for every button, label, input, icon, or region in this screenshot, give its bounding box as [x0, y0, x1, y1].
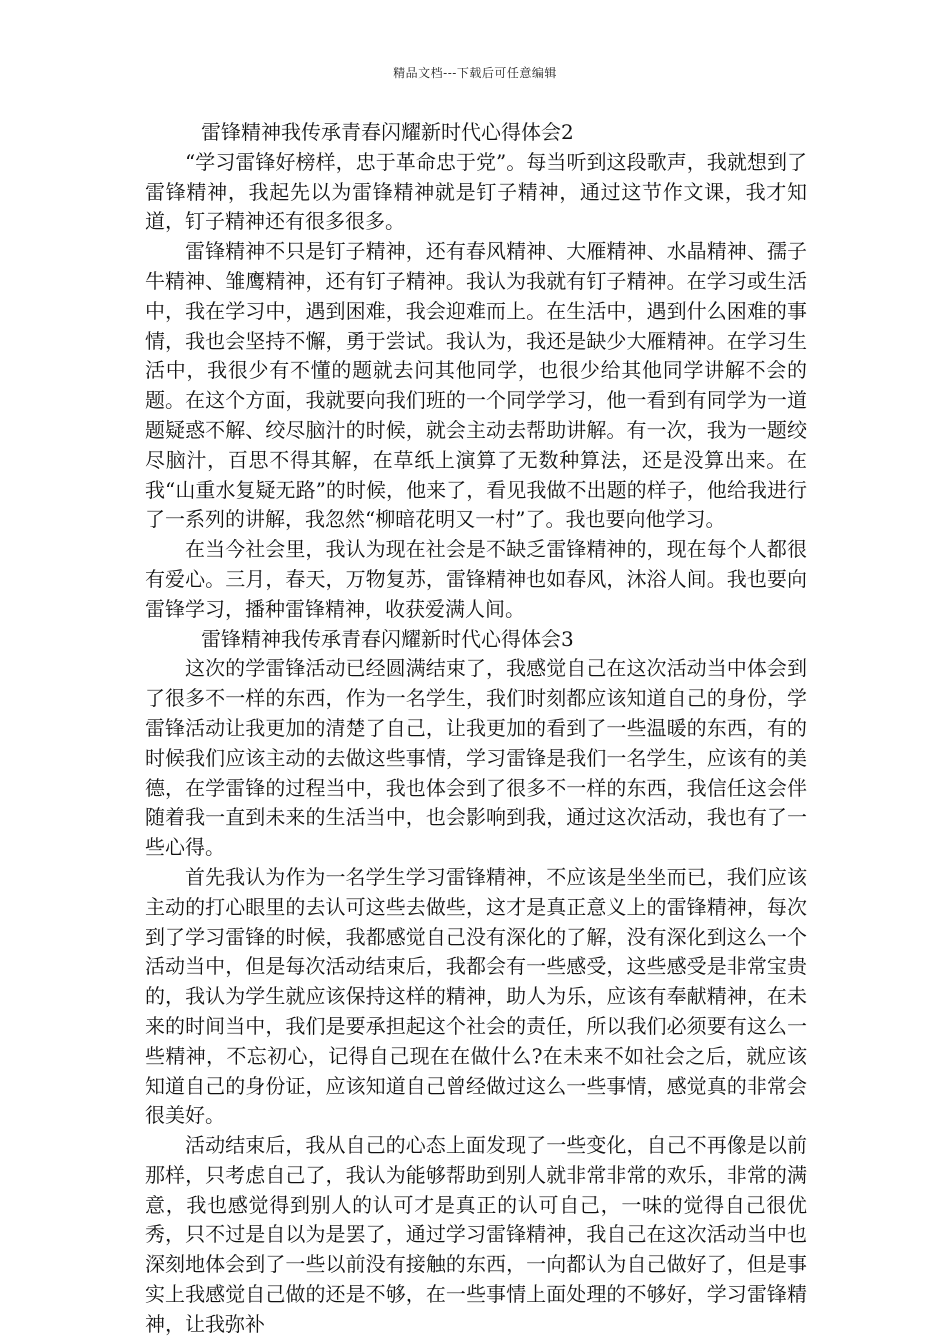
document-body	[145, 118, 807, 1340]
section-title-2: 雷锋精神我传承青春闪耀新时代心得体会2	[201, 120, 574, 144]
paragraph: 首先我认为作为一名学生学习雷锋精神，不应该是坐坐而已，我们应该主动的打心眼里的去认可这些去做些，这才是真正意义上的雷锋精神，每次到了学习雷锋的时候，我都感觉自己没有深化的了解，没有深化到这么一个活动当中，但是每次活动结束后，我都会有一些感受，这些感受是非常宝贵的，我认为学生就应该保持这样的精神，助人为乐，应该有奉献精神，在未来的时间当中，我们是要承担起这个社会的责任，所以我们必须要有这么一些精神，不忘初心，记得自己现在在做什么?在未来不如社会之后，就应该知道自己的身份证，应该知道自己曾经做过这么一些事情，感觉真的非常会很美好。	[145, 864, 807, 1128]
paragraph: 活动结束后，我从自己的心态上面发现了一些变化，自己不再像是以前那样，只考虑自己了，我认为能够帮助到别人就非常非常的欢乐，非常的满意，我也感觉得到别人的认可才是真正的认可自己，一味的觉得自己很优秀，只不过是自以为是罢了，通过学习雷锋精神，我自己在这次活动当中也深刻地体会到了一些以前没有接触的东西，一向都认为自己做好了，但是事实上我感觉自己做的还是不够，在一些事情上面处理的不够好，学习雷锋精神，让我弥补	[145, 1133, 807, 1336]
page-header: 精品文档---下载后可任意编辑	[393, 66, 557, 80]
paragraph: 在当今社会里，我认为现在社会是不缺乏雷锋精神的，现在每个人都很有爱心。三月，春天，万物复苏，雷锋精神也如春风，沐浴人间。我也要向雷锋学习，播种雷锋精神，收获爱满人间。	[145, 537, 807, 621]
section-title-3: 雷锋精神我传承青春闪耀新时代心得体会3	[201, 626, 574, 651]
paragraph: “学习雷锋好榜样，忠于革命忠于党”。每当听到这段歌声，我就想到了雷锋精神，我起先以为雷锋精神就是钉子精神，通过这节作文课，我才知道，钉子精神还有很多很多。	[145, 149, 807, 234]
paragraph: 雷锋精神不只是钉子精神，还有春风精神、大雁精神、水晶精神、孺子牛精神、雏鹰精神，还有钉子精神。我认为我就有钉子精神。在学习或生活中，我在学习中，遇到困难，我会迎难而上。在生活中，遇到什么困难的事情，我也会坚持不懈，勇于尝试。我认为，我还是缺少大雁精神。在学习生活中，我很少有不懂的题就去问其他同学，也很少给其他同学讲解不会的题。在这个方面，我就要向我们班的一个同学学习，他一看到有同学为一道题疑惑不解、绞尽脑汁的时候，就会主动去帮助讲解。有一次，我为一题绞尽脑汁，百思不得其解，在草纸上演算了无数种算法，还是没算出来。在我“山重水复疑无路”的时候，他来了，看见我做不出题的样子，他给我进行了一系列的讲解，我忽然“柳暗花明又一村”了。我也要向他学习。	[145, 239, 807, 532]
paragraph: 这次的学雷锋活动已经圆满结束了，我感觉自己在这次活动当中体会到了很多不一样的东西，作为一名学生，我们时刻都应该知道自己的身份，学雷锋活动让我更加的清楚了自己，让我更加的看到了一些温暖的东西，有的时候我们应该主动的去做这些事情，学习雷锋是我们一名学生，应该有的美德，在学雷锋的过程当中，我也体会到了很多不一样的东西，我信任这会伴随着我一直到未来的生活当中，也会影响到我，通过这次活动，我也有了一些心得。	[145, 656, 807, 860]
